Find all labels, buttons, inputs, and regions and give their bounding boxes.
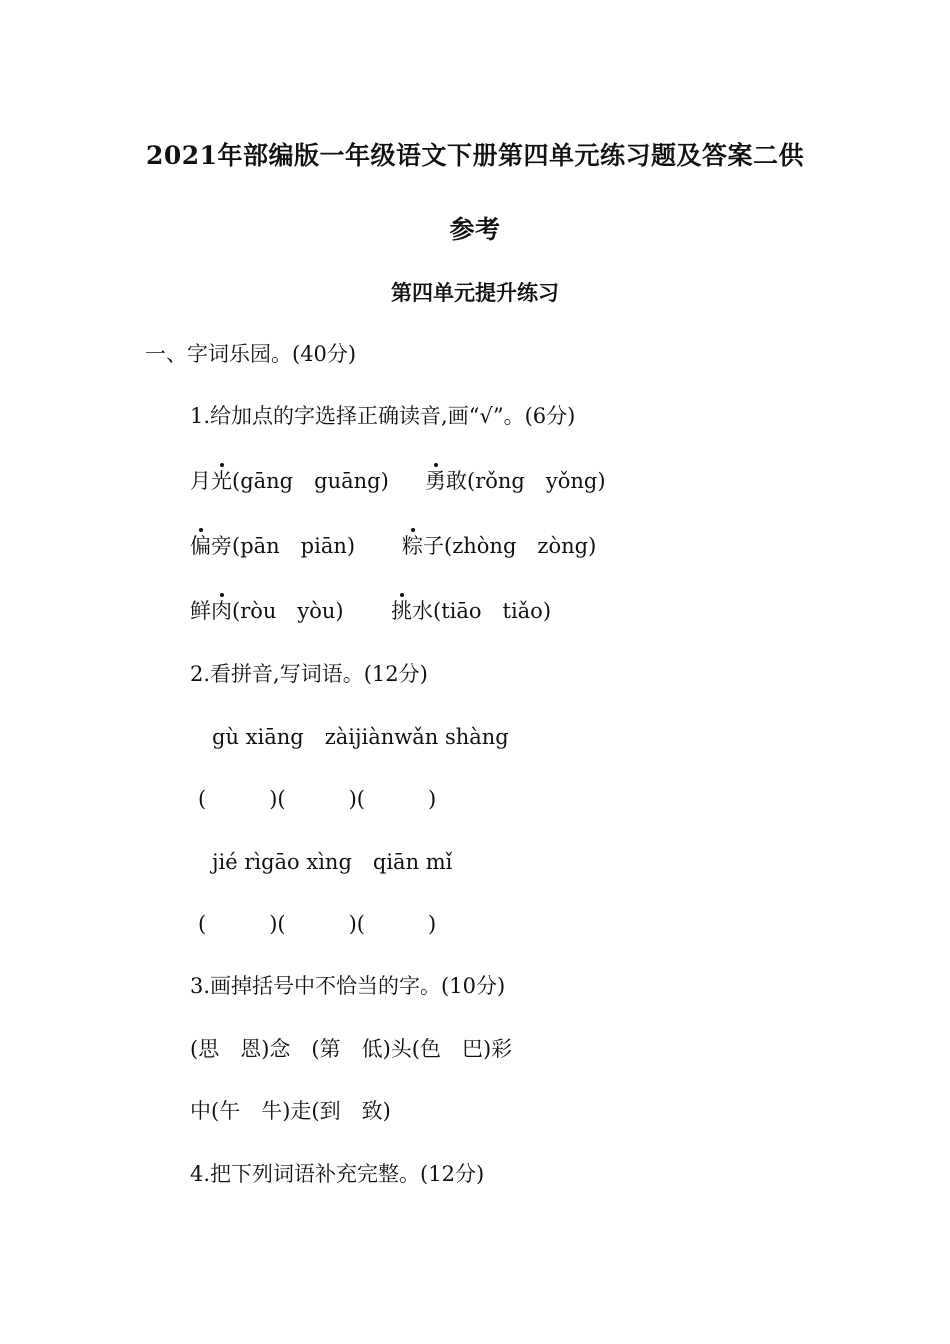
pinyin-choice-item: 偏旁(pān piān) [190, 534, 356, 558]
dotted-character: 肉 [211, 599, 232, 623]
question-3-line: 中(午 牛)走(到 致) [190, 1099, 391, 1123]
question-4-prompt: 4.把下列词语补充完整。(12分) [190, 1162, 485, 1186]
unit-title: 第四单元提升练习 [391, 280, 559, 305]
pinyin-row: gù xiāng zàijiànwǎn shàng [212, 725, 509, 749]
pinyin-choice-item: 鲜肉(ròu yòu) [190, 599, 344, 623]
question-3-prompt: 3.画掉括号中不恰当的字。(10分) [190, 974, 506, 998]
dotted-character: 偏 [190, 534, 211, 558]
section-heading: 一、字词乐园。(40分) [145, 342, 357, 366]
dotted-character: 挑 [391, 599, 412, 623]
pinyin-choice-item: 粽子(zhòng zòng) [402, 534, 597, 558]
document-title-line-2: 参考 [449, 215, 501, 244]
answer-brackets-row: ( )( )( ) [198, 912, 437, 936]
answer-brackets-row: ( )( )( ) [198, 787, 437, 811]
question-1-prompt: 1.给加点的字选择正确读音,画“√”。(6分) [190, 404, 576, 428]
pinyin-row: jié rìgāo xìng qiān mǐ [212, 850, 453, 874]
document-title-line-1: 2021年部编版一年级语文下册第四单元练习题及答案二供 [145, 141, 805, 170]
dotted-character: 粽 [402, 534, 423, 558]
pinyin-choice-item: 勇敢(rǒng yǒng) [425, 469, 606, 493]
question-3-line: (思 恩)念 (第 低)头(色 巴)彩 [190, 1037, 513, 1061]
question-2-prompt: 2.看拼音,写词语。(12分) [190, 662, 428, 686]
pinyin-choice-item: 月光(gāng guāng) [190, 469, 389, 493]
pinyin-choice-item: 挑水(tiāo tiǎo) [391, 599, 552, 623]
dotted-character: 勇 [425, 469, 446, 493]
dotted-character: 光 [211, 469, 232, 493]
